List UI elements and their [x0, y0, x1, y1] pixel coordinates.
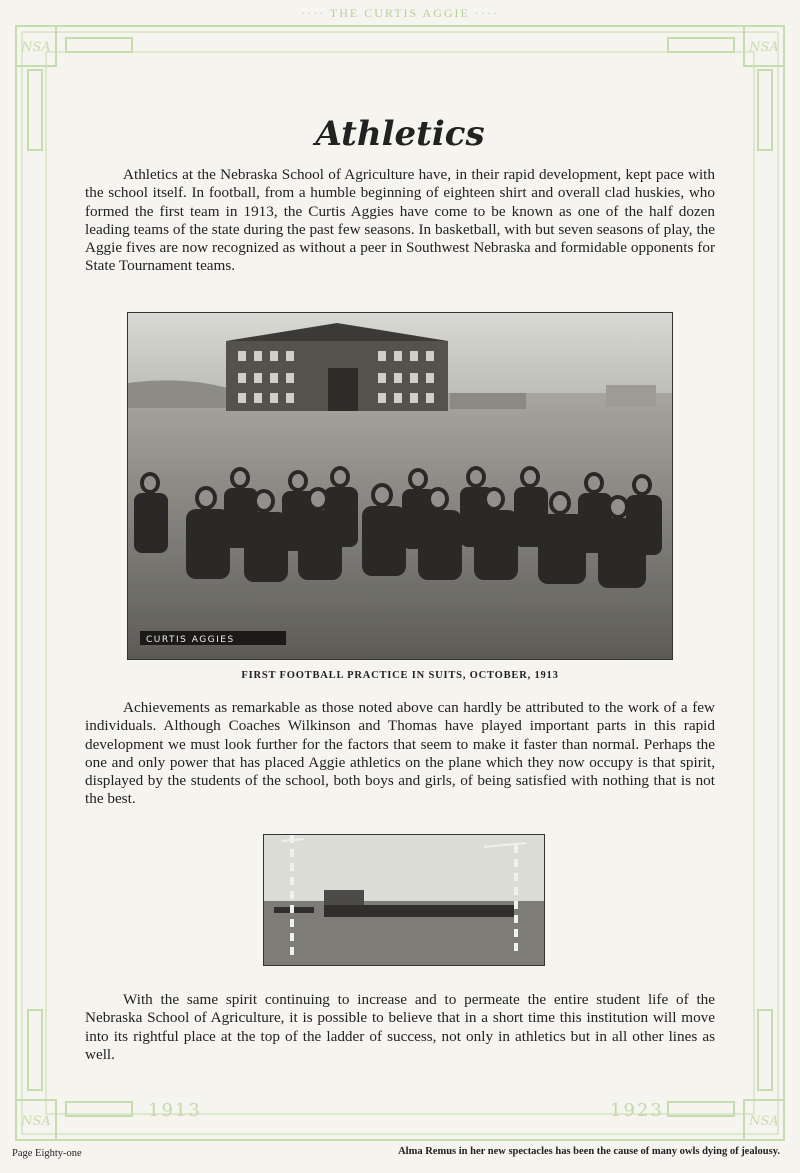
monogram-bottom-left: NSA: [21, 1114, 51, 1129]
paragraph-achievements: Achievements as remarkable as those noted above can hardly be attributed to the work of a few individuals. Although Coaches Wilkinson and Thomas have played important parts in this rapid development we must look further for the factors that seem to make it faster than normal. Perhaps the one and only power that has placed Aggie athletics on the plane which they now occupy is that spirit, displayed by the students of the school, both boys and girls, of being satisfied with nothing that is not the best.: [85, 699, 715, 808]
border-year-right: 1923: [610, 1100, 664, 1121]
football-team-photo: [127, 312, 673, 660]
page-number: Page Eighty-one: [12, 1148, 82, 1159]
running-head: ···· THE CURTIS AGGIE ····: [301, 6, 499, 20]
paragraph-conclusion: With the same spirit continuing to increase and to permeate the entire student life of the Nebraska School of Agriculture, it is possible to believe that in a short time this institution will move into its rightful place at the top of the ladder of success, not only in athletics but in all other lines as well.: [85, 991, 715, 1063]
photo-caption: FIRST FOOTBALL PRACTICE IN SUITS, OCTOBER, 1913: [241, 670, 559, 681]
monogram-top-right: NSA: [749, 40, 779, 55]
page-content: [52, 62, 748, 1102]
monogram-top-left: NSA: [21, 40, 51, 55]
border-year-left: 1913: [148, 1100, 202, 1121]
page-title: Athletics: [315, 114, 485, 154]
football-field-photo: [263, 834, 545, 966]
footer-joke: Alma Remus in her new spectacles has been the cause of many owls dying of jealousy.: [398, 1146, 780, 1157]
photo-inscription: CURTIS AGGIES: [146, 635, 235, 645]
paragraph-intro: Athletics at the Nebraska School of Agriculture have, in their rapid development, kept pace with the school itself. In football, from a humble beginning of eighteen shirt and overall clad huskies, who formed the first team in 1913, the Curtis Aggies have come to be known as one of the half dozen leading teams of the state during the past few seasons. In basketball, with but seven seasons of play, the Aggie fives are now recognized as without a peer in Southwest Nebraska and formidable opponents for State Tournament teams.: [85, 166, 715, 275]
monogram-bottom-right: NSA: [749, 1114, 779, 1129]
